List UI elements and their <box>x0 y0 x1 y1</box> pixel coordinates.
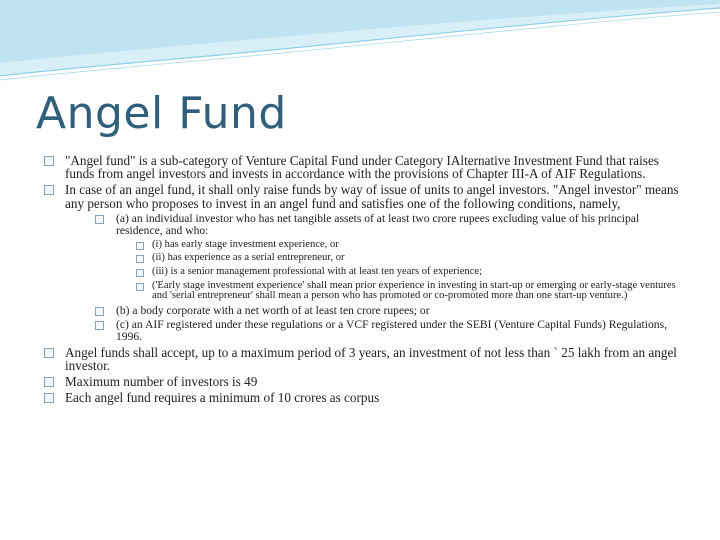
square-bullet-icon <box>44 377 54 387</box>
square-bullet-icon <box>136 255 144 263</box>
square-bullet-icon <box>95 215 104 224</box>
list-item <box>44 183 684 342</box>
list-item <box>136 267 684 278</box>
bullet-text: (b) a body corporate with a net worth of at least ten crore rupees; or <box>116 303 430 317</box>
bullet-text: ('Early stage investment experience' shall mean prior experience in investing in start-up or emerging or early-stage ventures and 'serial entrepreneur' shall mean a person who has promoted or co-promoted more than one start-up venture.) <box>152 279 676 302</box>
square-bullet-icon <box>95 307 104 316</box>
square-bullet-icon <box>136 269 144 277</box>
bullet-text: "Angel fund" is a sub-category of Venture Capital Fund under Category IAlternative Investment Fund that raises funds from angel investors and invests in accordance with the provisions of Chapter III-A of AIF Regulations. <box>65 153 659 182</box>
bullet-text: (ii) has experience as a serial entrepreneur, or <box>152 252 345 264</box>
bullet-text: Each angel fund requires a minimum of 10 crores as corpus <box>65 390 380 406</box>
list-item <box>136 240 684 251</box>
sub-sub-bullet-list <box>136 240 684 302</box>
sub-bullet-list <box>95 213 684 343</box>
list-item <box>44 154 684 180</box>
page-title: Angel Fund <box>36 88 287 139</box>
square-bullet-icon <box>136 283 144 291</box>
list-item <box>44 391 684 404</box>
slide-content <box>44 154 684 408</box>
bullet-text: (i) has early stage investment experience, or <box>152 238 339 250</box>
square-bullet-icon <box>44 348 54 358</box>
bullet-text: (iii) is a senior management professional with at least ten years of experience; <box>152 266 483 277</box>
list-item <box>44 346 684 372</box>
list-item <box>95 305 684 317</box>
bullet-text: Maximum number of investors is 49 <box>65 374 258 390</box>
square-bullet-icon <box>44 156 54 166</box>
bullet-text: In case of an angel fund, it shall only raise funds by way of issue of units to angel investors. "Angel investor" means any person who proposes to invest in an angel fund and satisfies one of the following conditions, namely, <box>65 182 679 211</box>
list-item <box>136 253 684 264</box>
header-wave-decoration <box>0 0 720 90</box>
list-item <box>44 375 684 388</box>
bullet-list <box>44 154 684 405</box>
square-bullet-icon <box>136 242 144 250</box>
list-item <box>136 281 684 302</box>
list-item <box>95 319 684 343</box>
square-bullet-icon <box>44 185 54 195</box>
square-bullet-icon <box>44 393 54 403</box>
list-item <box>95 213 684 302</box>
square-bullet-icon <box>95 321 104 330</box>
bullet-text: Angel funds shall accept, up to a maximum period of 3 years, an investment of not less than ` 25 lakh from an angel investor. <box>65 344 677 373</box>
bullet-text: (c) an AIF registered under these regulations or a VCF registered under the SEBI (Venture Capital Funds) Regulations, 1996. <box>116 317 668 343</box>
bullet-text: (a) an individual investor who has net tangible assets of at least two crore rupees excluding value of his principal residence, and who: <box>116 211 640 237</box>
